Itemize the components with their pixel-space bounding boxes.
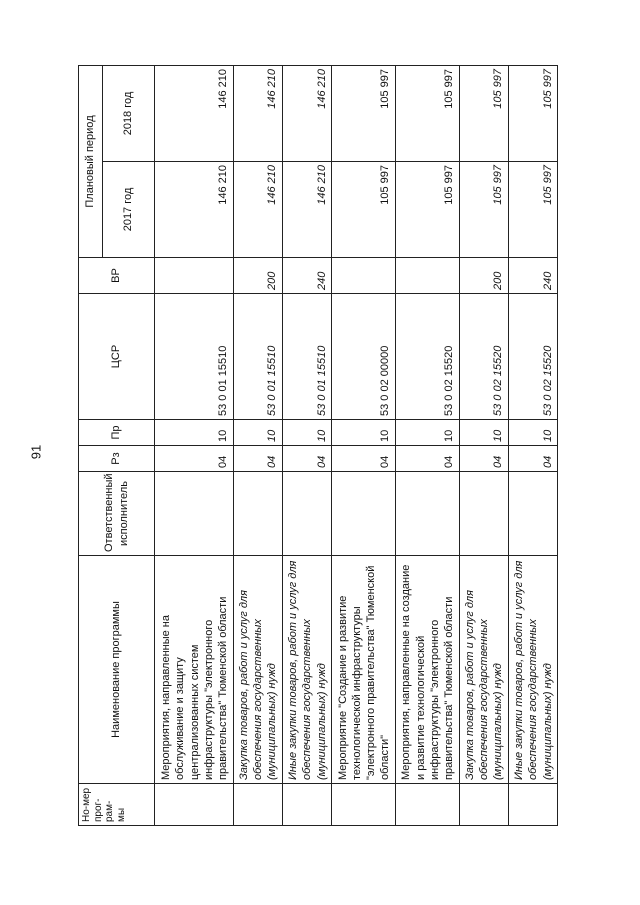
csr-cell: 53 0 02 15520: [459, 294, 508, 420]
csr-cell: 53 0 02 15520: [508, 294, 557, 420]
executor-cell: [459, 472, 508, 556]
program-name-cell: Иные закупки товаров, работ и услуг для обеспечения государственных (муниципальных) нужд: [282, 556, 331, 784]
rz-cell: 04: [155, 446, 234, 472]
rz-cell: 04: [508, 446, 557, 472]
program-number-cell: [508, 784, 557, 826]
year-2018-cell: 105 997: [459, 66, 508, 162]
rz-cell: 04: [395, 446, 459, 472]
pr-cell: 10: [155, 420, 234, 446]
header-program-name: Наименование программы: [79, 556, 155, 784]
executor-cell: [155, 472, 234, 556]
vr-cell: 240: [508, 258, 557, 294]
budget-table: [78, 65, 558, 826]
table-row: [233, 66, 282, 826]
year-2017-cell: 146 210: [155, 162, 234, 258]
year-2018-cell: 146 210: [282, 66, 331, 162]
header-pr: Пр: [79, 420, 155, 446]
csr-cell: 53 0 01 15510: [155, 294, 234, 420]
rotated-table-frame: [78, 66, 558, 826]
rz-cell: 04: [282, 446, 331, 472]
program-name-cell: Мероприятия, направленные на создание и развитие технологической инфраструктуры "электронного правительства" Тюменской области: [395, 556, 459, 784]
program-name-cell: Мероприятие "Создание и развитие технологической инфраструктуры "электронного правительства" Тюменской области": [331, 556, 395, 784]
csr-cell: 53 0 01 15510: [282, 294, 331, 420]
year-2017-cell: 146 210: [233, 162, 282, 258]
table-row: [155, 66, 234, 826]
pr-cell: 10: [331, 420, 395, 446]
pr-cell: 10: [233, 420, 282, 446]
year-2018-cell: 105 997: [508, 66, 557, 162]
executor-cell: [331, 472, 395, 556]
pr-cell: 10: [395, 420, 459, 446]
vr-cell: [331, 258, 395, 294]
program-number-cell: [395, 784, 459, 826]
year-2017-cell: 105 997: [331, 162, 395, 258]
header-executor: Ответственный исполнитель: [79, 472, 155, 556]
header-planned-period: Плановый период: [79, 66, 103, 258]
vr-cell: 240: [282, 258, 331, 294]
csr-cell: 53 0 02 15520: [395, 294, 459, 420]
program-name-cell: Закупка товаров, работ и услуг для обеспечения государственных (муниципальных) нужд: [233, 556, 282, 784]
executor-cell: [508, 472, 557, 556]
table-body: [155, 66, 558, 826]
program-name-cell: Иные закупки товаров, работ и услуг для обеспечения государственных (муниципальных) нужд: [508, 556, 557, 784]
header-csr: ЦСР: [79, 294, 155, 420]
table-row: [508, 66, 557, 826]
header-year-2017: 2017 год: [103, 162, 155, 258]
rz-cell: 04: [459, 446, 508, 472]
pr-cell: 10: [282, 420, 331, 446]
program-number-cell: [282, 784, 331, 826]
program-name-cell: Мероприятия, направленные на обслуживание и защиту централизованных систем инфраструктуры "электронного правительства" Тюменской области: [155, 556, 234, 784]
vr-cell: [395, 258, 459, 294]
header-year-2018: 2018 год: [103, 66, 155, 162]
year-2018-cell: 146 210: [233, 66, 282, 162]
vr-cell: [155, 258, 234, 294]
page-number: 91: [28, 444, 44, 460]
table-row: [331, 66, 395, 826]
program-number-cell: [331, 784, 395, 826]
table-row: [282, 66, 331, 826]
year-2017-cell: 105 997: [508, 162, 557, 258]
year-2017-cell: 105 997: [459, 162, 508, 258]
year-2017-cell: 146 210: [282, 162, 331, 258]
year-2018-cell: 146 210: [155, 66, 234, 162]
vr-cell: 200: [459, 258, 508, 294]
table-row: [459, 66, 508, 826]
header-vr: ВР: [79, 258, 155, 294]
year-2018-cell: 105 997: [395, 66, 459, 162]
program-number-cell: [233, 784, 282, 826]
year-2017-cell: 105 997: [395, 162, 459, 258]
program-number-cell: [459, 784, 508, 826]
program-name-cell: Закупка товаров, работ и услуг для обеспечения государственных (муниципальных) нужд: [459, 556, 508, 784]
rz-cell: 04: [331, 446, 395, 472]
rz-cell: 04: [233, 446, 282, 472]
pr-cell: 10: [459, 420, 508, 446]
executor-cell: [233, 472, 282, 556]
pr-cell: 10: [508, 420, 557, 446]
vr-cell: 200: [233, 258, 282, 294]
year-2018-cell: 105 997: [331, 66, 395, 162]
executor-cell: [395, 472, 459, 556]
csr-cell: 53 0 01 15510: [233, 294, 282, 420]
header-program-number: Но-мер прог-рам-мы: [79, 784, 155, 826]
program-number-cell: [155, 784, 234, 826]
csr-cell: 53 0 02 00000: [331, 294, 395, 420]
table-row: [395, 66, 459, 826]
header-rz: Рз: [79, 446, 155, 472]
executor-cell: [282, 472, 331, 556]
